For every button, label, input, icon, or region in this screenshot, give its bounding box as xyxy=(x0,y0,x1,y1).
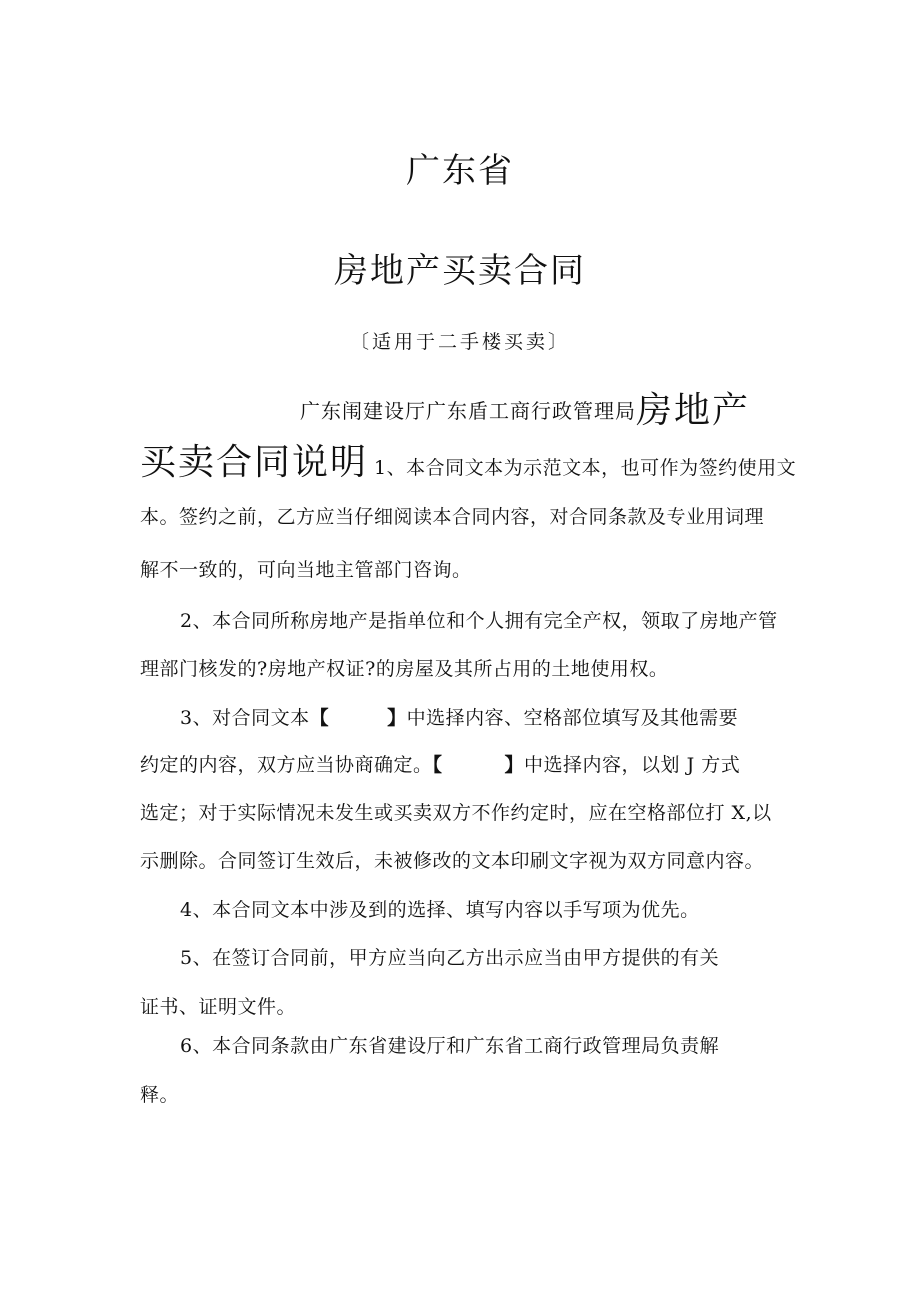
text-segment: 中选择内容、空格部位填写及其他需要 xyxy=(406,707,739,729)
paragraph-line: 解不一致的，可向当地主管部门咨询。 xyxy=(140,559,472,581)
paragraph-line: 示删除。合同签订生效后，未被修改的文本印刷文字视为双方同意内容。 xyxy=(140,850,765,872)
paragraph-line: 6、本合同条款由广东省建设厅和广东省工商行政管理局负责解 xyxy=(180,1035,720,1057)
paragraph-line: 释。 xyxy=(140,1084,180,1106)
section-heading: 买卖合同说明 xyxy=(140,442,369,483)
title-province: 广东省 xyxy=(406,151,514,191)
paragraph-line: 2、本合同所称房地产是指单位和个人拥有完全产权，领取了房地产管 xyxy=(180,610,778,632)
subtitle: 〔适用于二手楼买卖〕 xyxy=(349,331,570,353)
section-heading-line xyxy=(140,434,796,485)
paragraph-line xyxy=(180,703,738,730)
bracket-close: 】 xyxy=(504,754,525,776)
paragraph-line: 理部门核发的?房地产权证?的房屋及其所占用的土地使用权。 xyxy=(140,658,669,680)
paragraph-1-start: 1、本合同文本为示范文本，也可作为签约使用文 xyxy=(374,457,797,479)
paragraph-line: 5、在签订合同前，甲方应当向乙方出示应当由甲方提供的有关 xyxy=(180,947,720,969)
bracket-close: 】 xyxy=(387,707,407,729)
issuer-big: 房地产 xyxy=(636,390,751,431)
paragraph-line: 4、本合同文本中涉及到的选择、填写内容以手写项为优先。 xyxy=(180,899,700,921)
title-contract: 房地产买卖合同 xyxy=(334,251,586,291)
issuer-small: 广东闱建设厅广东盾工商行政管理局 xyxy=(300,399,636,423)
bracket-open: 【 xyxy=(309,707,330,729)
text-segment: 中选择内容，以划 J 方式 xyxy=(524,754,741,776)
paragraph-line xyxy=(140,750,740,777)
issuer-line xyxy=(300,382,750,433)
paragraph-line: 证书、证明文件。 xyxy=(140,996,297,1018)
text-segment: 约定的内容，双方应当协商确定。 xyxy=(140,754,433,776)
paragraph-line: 本。签约之前，乙方应当仔细阅读本合同内容，对合同条款及专业用词理 xyxy=(140,506,765,528)
bracket-open: 【 xyxy=(432,754,443,776)
paragraph-line: 选定；对于实际情况未发生或买卖双方不作约定时，应在空格部位打 X,以 xyxy=(140,802,772,824)
text-segment: 3、对合同文本 xyxy=(180,707,310,729)
